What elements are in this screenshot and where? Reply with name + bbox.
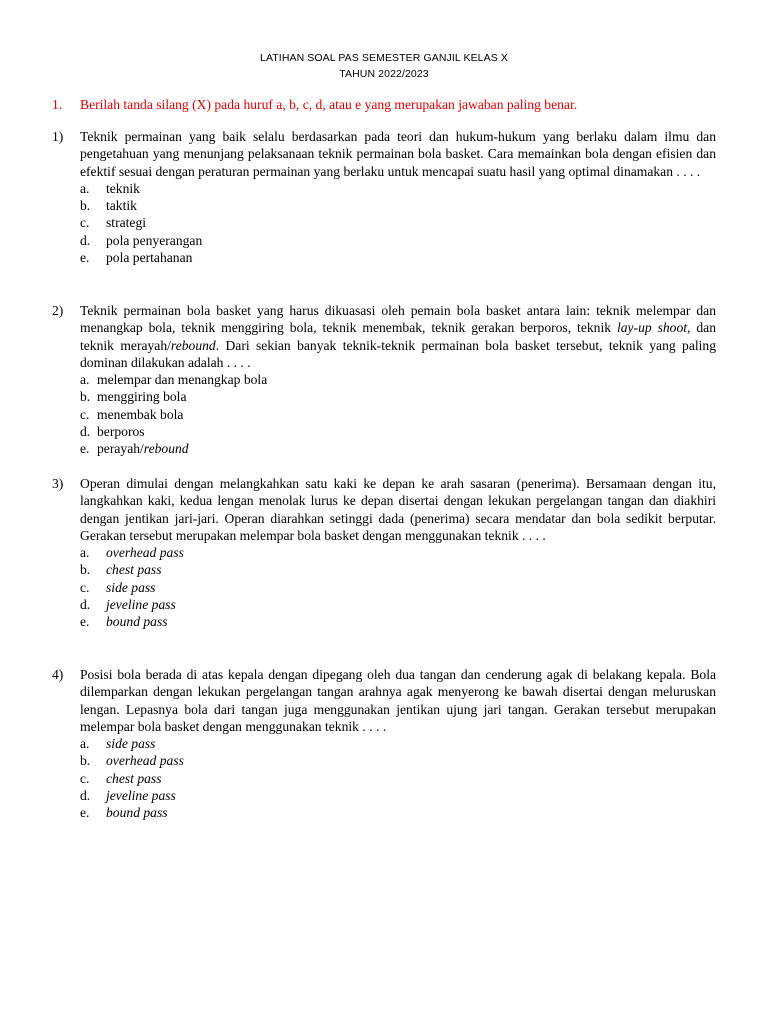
document-header	[0, 50, 768, 82]
text-segment: Teknik permainan bola basket yang harus dikuasasi oleh pemain bola basket antara lain: teknik melempar dan menangkap bola, teknik menggiring bola, teknik menembak, teknik gerakan berporos, teknik	[80, 303, 716, 336]
option-d[interactable]	[80, 596, 716, 613]
option-b[interactable]	[80, 752, 716, 769]
question-4	[52, 666, 716, 822]
options-list	[80, 544, 716, 630]
option-text: jeveline pass	[106, 597, 176, 613]
option-text: chest pass	[106, 562, 162, 578]
option-letter: d.	[80, 788, 91, 804]
option-e[interactable]	[80, 440, 716, 457]
instruction-text: Berilah tanda silang (X) pada huruf a, b, c, d, atau e yang merupakan jawaban paling benar.	[80, 97, 578, 112]
option-letter: d.	[80, 597, 91, 613]
option-text: jeveline pass	[106, 788, 176, 804]
option-letter: e.	[80, 614, 90, 630]
option-letter: e.	[80, 805, 90, 821]
option-e[interactable]	[80, 613, 716, 630]
option-text: side pass	[106, 736, 156, 752]
options-list	[80, 735, 716, 821]
question-text: Posisi bola berada di atas kepala dengan dipegang oleh dua tangan dan cenderung agak di belakang kepala. Bola dilemparkan dengan lekukan pergelangan tangan arahnya agak menyerong ke bawah disertai dengan meluruskan lengan. Lepasnya bola dari tangan juga menggunakan jentikan ujung jari tangan. Gerakan tersebut merupakan melempar bola basket dengan menggunakan teknik . . . .	[80, 667, 716, 734]
option-text: chest pass	[106, 770, 162, 786]
text-segment: . Dari sekian banyak teknik-teknik permainan bola basket tersebut, teknik yang paling dominan dilakukan adalah . . . .	[80, 337, 717, 370]
option-letter: c.	[80, 770, 90, 786]
option-e[interactable]	[80, 249, 716, 266]
option-letter: a.	[80, 736, 90, 752]
option-d[interactable]	[80, 232, 716, 249]
option-a[interactable]	[80, 371, 716, 388]
option-letter: e.	[80, 441, 90, 457]
option-letter: e.	[80, 250, 90, 266]
question-number: 3)	[52, 476, 64, 491]
question-text	[80, 302, 716, 371]
header-year: TAHUN 2022/2023	[339, 68, 429, 80]
option-text: overhead pass	[106, 545, 184, 561]
option-c[interactable]	[80, 770, 716, 787]
option-letter: a.	[80, 372, 90, 388]
option-letter: c.	[80, 406, 90, 422]
option-text: bound pass	[106, 805, 168, 821]
option-letter: a.	[80, 180, 90, 196]
option-letter: d.	[80, 424, 91, 440]
option-letter: c.	[80, 579, 90, 595]
options-list	[80, 371, 716, 457]
text-segment: , dan teknik merayah/	[80, 320, 716, 353]
question-2	[52, 302, 716, 458]
question-text: Teknik permainan yang baik selalu berdasarkan pada teori dan hukum-hukum yang berlaku dalam ilmu dan pengetahuan yang menunjang pelaksanaan teknik permainan bola basket. Cara memainkan bola dengan efisien dan efektif sesuai dengan peraturan permainan yang berlaku untuk mencapai suatu hasil yang optimal dinamakan . . . .	[80, 129, 716, 179]
option-text: melempar dan menangkap bola	[97, 372, 268, 388]
option-text: taktik	[106, 198, 137, 214]
option-text: berporos	[97, 424, 145, 440]
option-b[interactable]	[80, 561, 716, 578]
option-text-italic: rebound	[143, 441, 189, 457]
option-letter: b.	[80, 562, 91, 578]
option-letter: b.	[80, 753, 91, 769]
question-3	[52, 475, 716, 631]
option-text: strategi	[106, 215, 147, 231]
option-a[interactable]	[80, 544, 716, 561]
option-text: menggiring bola	[97, 389, 187, 405]
option-text: teknik	[106, 180, 140, 196]
text-italic: rebound	[170, 337, 216, 353]
option-c[interactable]	[80, 579, 716, 596]
option-text: side pass	[106, 579, 156, 595]
question-text: Operan dimulai dengan melangkahkan satu kaki ke depan ke arah sasaran (penerima). Bersamaan dengan itu, langkahkan kaki, kedua lengan menolak lurus ke depan disertai dengan lekukan pergelangan tangan dan diakhiri dengan jentikan jari-jari. Operan diarahkan setinggi dada (penerima) secara mendatar dan bola sedikit berputar. Gerakan tersebut merupakan melempar bola basket dengan menggunakan teknik . . . .	[80, 476, 716, 543]
option-text: perayah/	[97, 441, 144, 457]
instruction	[52, 96, 722, 113]
instruction-number: 1.	[52, 97, 63, 112]
question-number: 1)	[52, 129, 64, 144]
option-text: pola pertahanan	[106, 250, 193, 266]
header-title: LATIHAN SOAL PAS SEMESTER GANJIL KELAS X	[260, 52, 508, 64]
option-d[interactable]	[80, 787, 716, 804]
option-e[interactable]	[80, 804, 716, 821]
option-letter: d.	[80, 232, 91, 248]
option-c[interactable]	[80, 406, 716, 423]
option-b[interactable]	[80, 388, 716, 405]
option-a[interactable]	[80, 180, 716, 197]
option-text: overhead pass	[106, 753, 184, 769]
option-letter: c.	[80, 215, 90, 231]
option-text: pola penyerangan	[106, 232, 203, 248]
question-number: 4)	[52, 667, 64, 682]
text-italic: lay-up shoot	[616, 320, 688, 336]
option-b[interactable]	[80, 197, 716, 214]
options-list	[80, 180, 716, 266]
question-1	[52, 128, 716, 266]
option-letter: b.	[80, 389, 91, 405]
option-text: bound pass	[106, 614, 168, 630]
option-d[interactable]	[80, 423, 716, 440]
option-c[interactable]	[80, 214, 716, 231]
question-number: 2)	[52, 303, 64, 318]
option-letter: a.	[80, 545, 90, 561]
option-a[interactable]	[80, 735, 716, 752]
option-text: menembak bola	[97, 406, 184, 422]
option-letter: b.	[80, 198, 91, 214]
